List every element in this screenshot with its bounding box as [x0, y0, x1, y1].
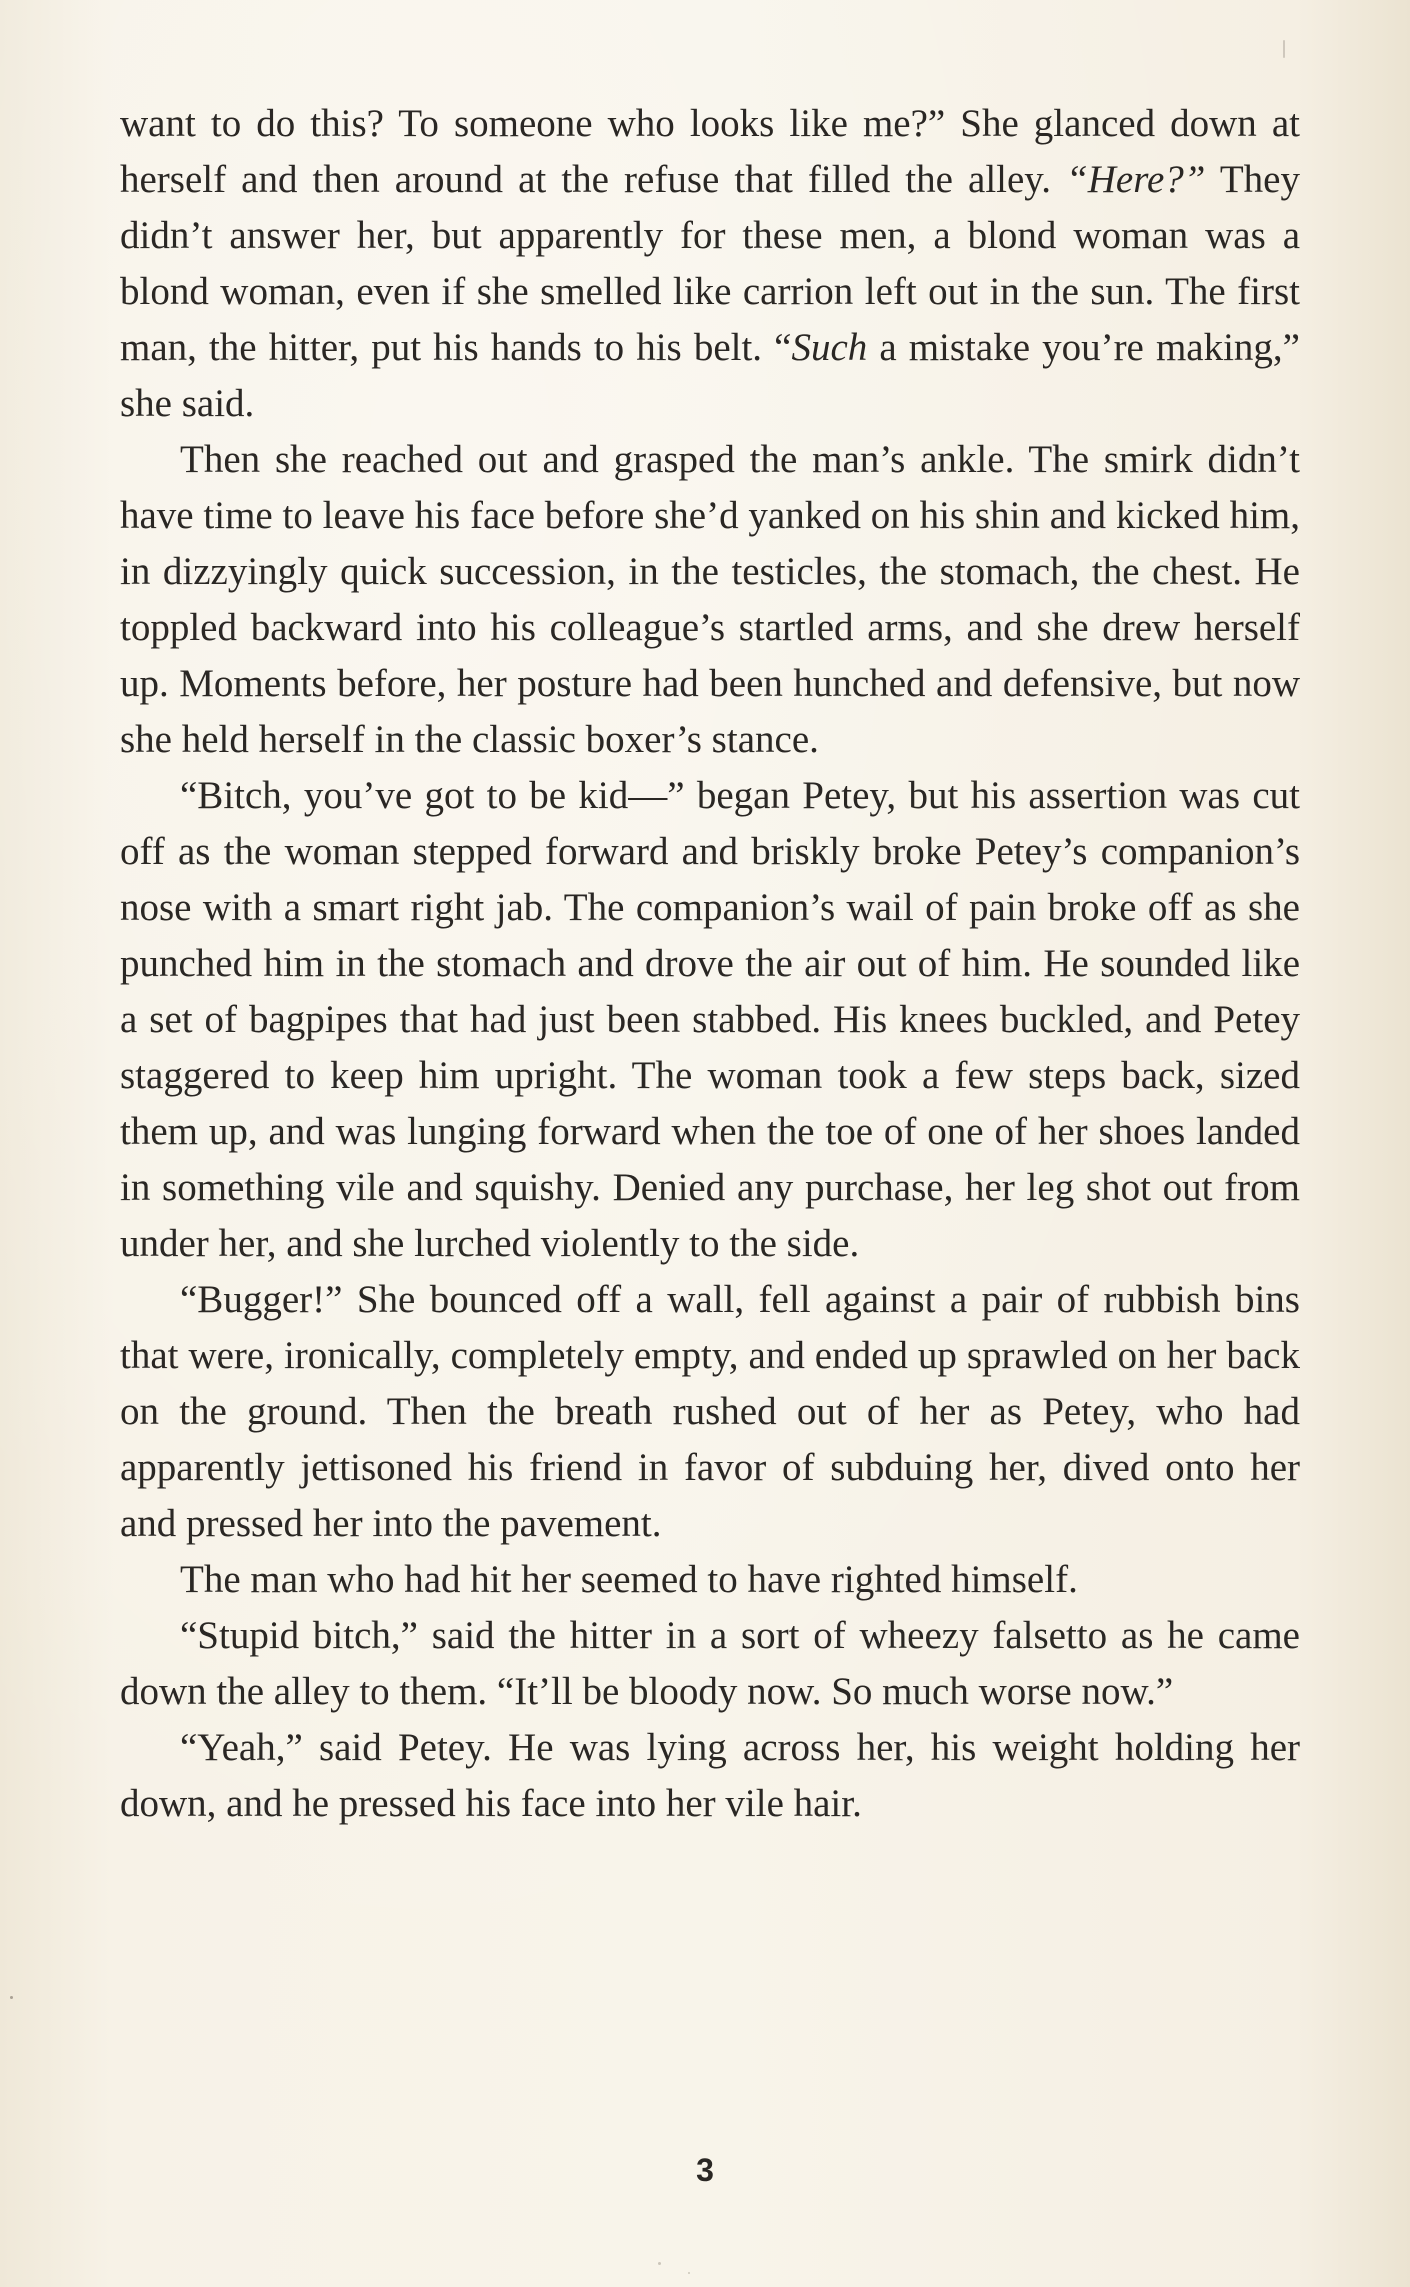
text-run: want to do this? To someone who looks like me?” She glanced down at herself and then around at the refuse that filled the alley. — [120, 102, 1300, 201]
paper-speck — [10, 1996, 13, 1999]
text-run: “Stupid bitch,” said the hitter in a sort of wheezy falsetto as he came down the alley to them. “It’ll be bloody now. So much worse now.” — [120, 1614, 1300, 1713]
paper-speck — [658, 2262, 661, 2265]
italic-text: “Here?” — [1066, 158, 1206, 201]
text-run: Then she reached out and grasped the man’s ankle. The smirk didn’t have time to leave his face before she’d yanked on his shin and kicked him, in dizzyingly quick succession, in the testicles, the stomach, the chest. He toppled backward into his colleague’s startled arms, and she drew herself up. Moments before, her posture had been hunched and defensive, but now she held herself in the classic boxer’s stance. — [120, 438, 1300, 761]
text-run: “Bugger!” She bounced off a wall, fell against a pair of rubbish bins that were, ironically, completely empty, and ended up sprawled on her back on the ground. Then the breath rushed out of her as Petey, who had apparently jettisoned his friend in favor of subduing her, dived onto her and pressed her into the pavement. — [120, 1278, 1300, 1545]
paragraph-4 — [120, 1272, 1300, 1552]
italic-text: Such — [791, 326, 868, 369]
paragraph-2 — [120, 432, 1300, 768]
paragraph-7 — [120, 1720, 1300, 1832]
text-run: They didn’t answer her, but apparently for these men, a blond woman was a blond woman, even if she smelled like carrion left out in the sun. The first man, the hitter, put his hands to his belt. “ — [120, 158, 1300, 369]
text-run: The man who had hit her seemed to have righted himself. — [180, 1558, 1078, 1601]
paragraph-5 — [120, 1552, 1300, 1608]
paper-speck — [688, 2272, 690, 2274]
text-run: “Yeah,” said Petey. He was lying across her, his weight holding her down, and he pressed his face into her vile hair. — [120, 1726, 1300, 1825]
paragraph-3 — [120, 768, 1300, 1272]
paper-speck — [1283, 40, 1285, 58]
body-text — [120, 96, 1300, 1832]
paragraph-1 — [120, 96, 1300, 432]
text-run: a mistake you’re making,” she said. — [120, 326, 1300, 425]
text-run: “Bitch, you’ve got to be kid—” began Petey, but his assertion was cut off as the woman stepped forward and briskly broke Petey’s companion’s nose with a smart right jab. The companion’s wail of pain broke off as she punched him in the stomach and drove the air out of him. He sounded like a set of bagpipes that had just been stabbed. His knees buckled, and Petey staggered to keep him upright. The woman took a few steps back, sized them up, and was lunging forward when the toe of one of her shoes landed in something vile and squishy. Denied any purchase, her leg shot out from under her, and she lurched violently to the side. — [120, 774, 1300, 1265]
paragraph-6 — [120, 1608, 1300, 1720]
page-number: 3 — [696, 2152, 714, 2188]
